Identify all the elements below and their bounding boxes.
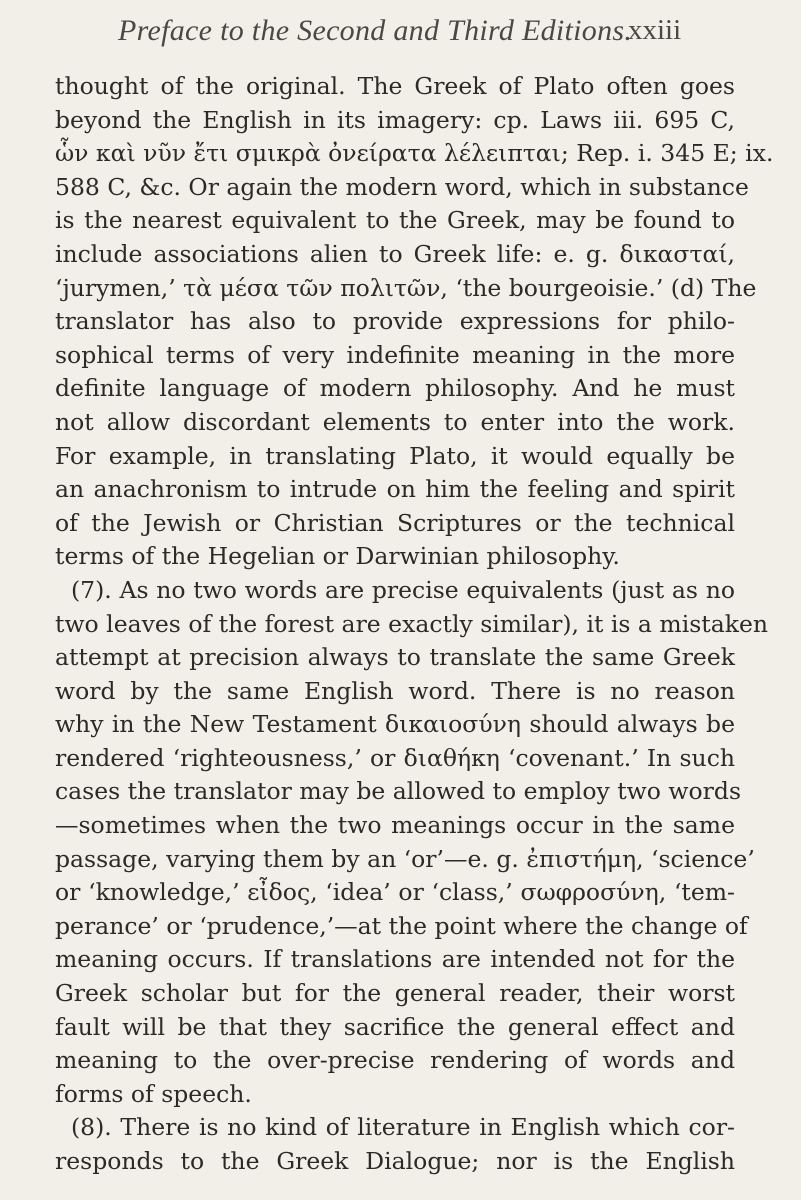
text-line: ‘jurymen,’ τὰ μέσα τῶν πολιτῶν, ‘the bourgeoisie.’ (d) The [55, 273, 757, 302]
text-line: translator has also to provide expressions for philo- [55, 307, 735, 336]
text-line: beyond the English in its imagery: cp. Laws iii. 695 C, [55, 105, 735, 134]
page-number: xxiii [628, 14, 682, 46]
paragraph-end-line: terms of the Hegelian or Darwinian philosophy. [55, 542, 620, 571]
text-line: not allow discordant elements to enter into the work. [55, 407, 735, 436]
text-line: responds to the Greek Dialogue; nor is the English [55, 1147, 735, 1175]
body-text [55, 70, 774, 1179]
text-line: Greek scholar but for the general reader, their worst [55, 979, 735, 1008]
paragraph-start-line: (7). As no two words are precise equivalents (just as no [71, 575, 735, 604]
text-line: 588 C, &c. Or again the modern word, which in substance [55, 172, 749, 201]
text-line: meaning occurs. If translations are intended not for the [55, 945, 735, 974]
running-head-title: Preface to the Second and Third Editions. [118, 14, 633, 47]
text-line: is the nearest equivalent to the Greek, may be found to [55, 206, 735, 235]
text-line: cases the translator may be allowed to employ two words [55, 777, 741, 806]
text-line: thought of the original. The Greek of Plato often goes [55, 72, 735, 100]
text-line: include associations alien to Greek life: e. g. δικασταί, [55, 239, 735, 268]
text-line: definite language of modern philosophy. And he must [55, 374, 735, 403]
text-line: of the Jewish or Christian Scriptures or the technical [55, 508, 735, 537]
text-line: why in the New Testament δικαιοσύνη should always be [55, 710, 735, 739]
text-line: or ‘knowledge,’ εἶδος, ‘idea’ or ‘class,’ σωφροσύνη, ‘tem- [55, 878, 735, 907]
running-head [0, 14, 801, 54]
text-line: perance’ or ‘prudence,’—at the point where the change of [55, 911, 748, 940]
paragraph-start-line: (8). There is no kind of literature in English which cor- [71, 1113, 735, 1142]
text-line: passage, varying them by an ‘or’—e. g. ἐπιστήμη, ‘science’ [55, 844, 755, 873]
text-line: word by the same English word. There is no reason [55, 676, 735, 705]
text-line: two leaves of the forest are exactly similar), it is a mistaken [55, 609, 769, 638]
paragraph-end-line: forms of speech. [55, 1079, 252, 1108]
text-line: For example, in translating Plato, it would equally be [55, 441, 735, 470]
text-line: —sometimes when the two meanings occur in the same [55, 811, 735, 840]
text-line: attempt at precision always to translate the same Greek [55, 643, 735, 672]
text-line: fault will be that they sacrifice the general effect and [55, 1012, 735, 1041]
text-line: meaning to the over-precise rendering of words and [55, 1046, 735, 1075]
text-line: rendered ‘righteousness,’ or διαθήκη ‘covenant.’ In such [55, 743, 735, 772]
text-line: sophical terms of very indefinite meaning in the more [55, 340, 735, 369]
text-line: an anachronism to intrude on him the feeling and spirit [55, 475, 735, 504]
text-line: ὧν καὶ νῦν ἔτι σμικρὰ ὀνείρατα λέλειπται; Rep. i. 345 E; ix. [55, 139, 774, 168]
